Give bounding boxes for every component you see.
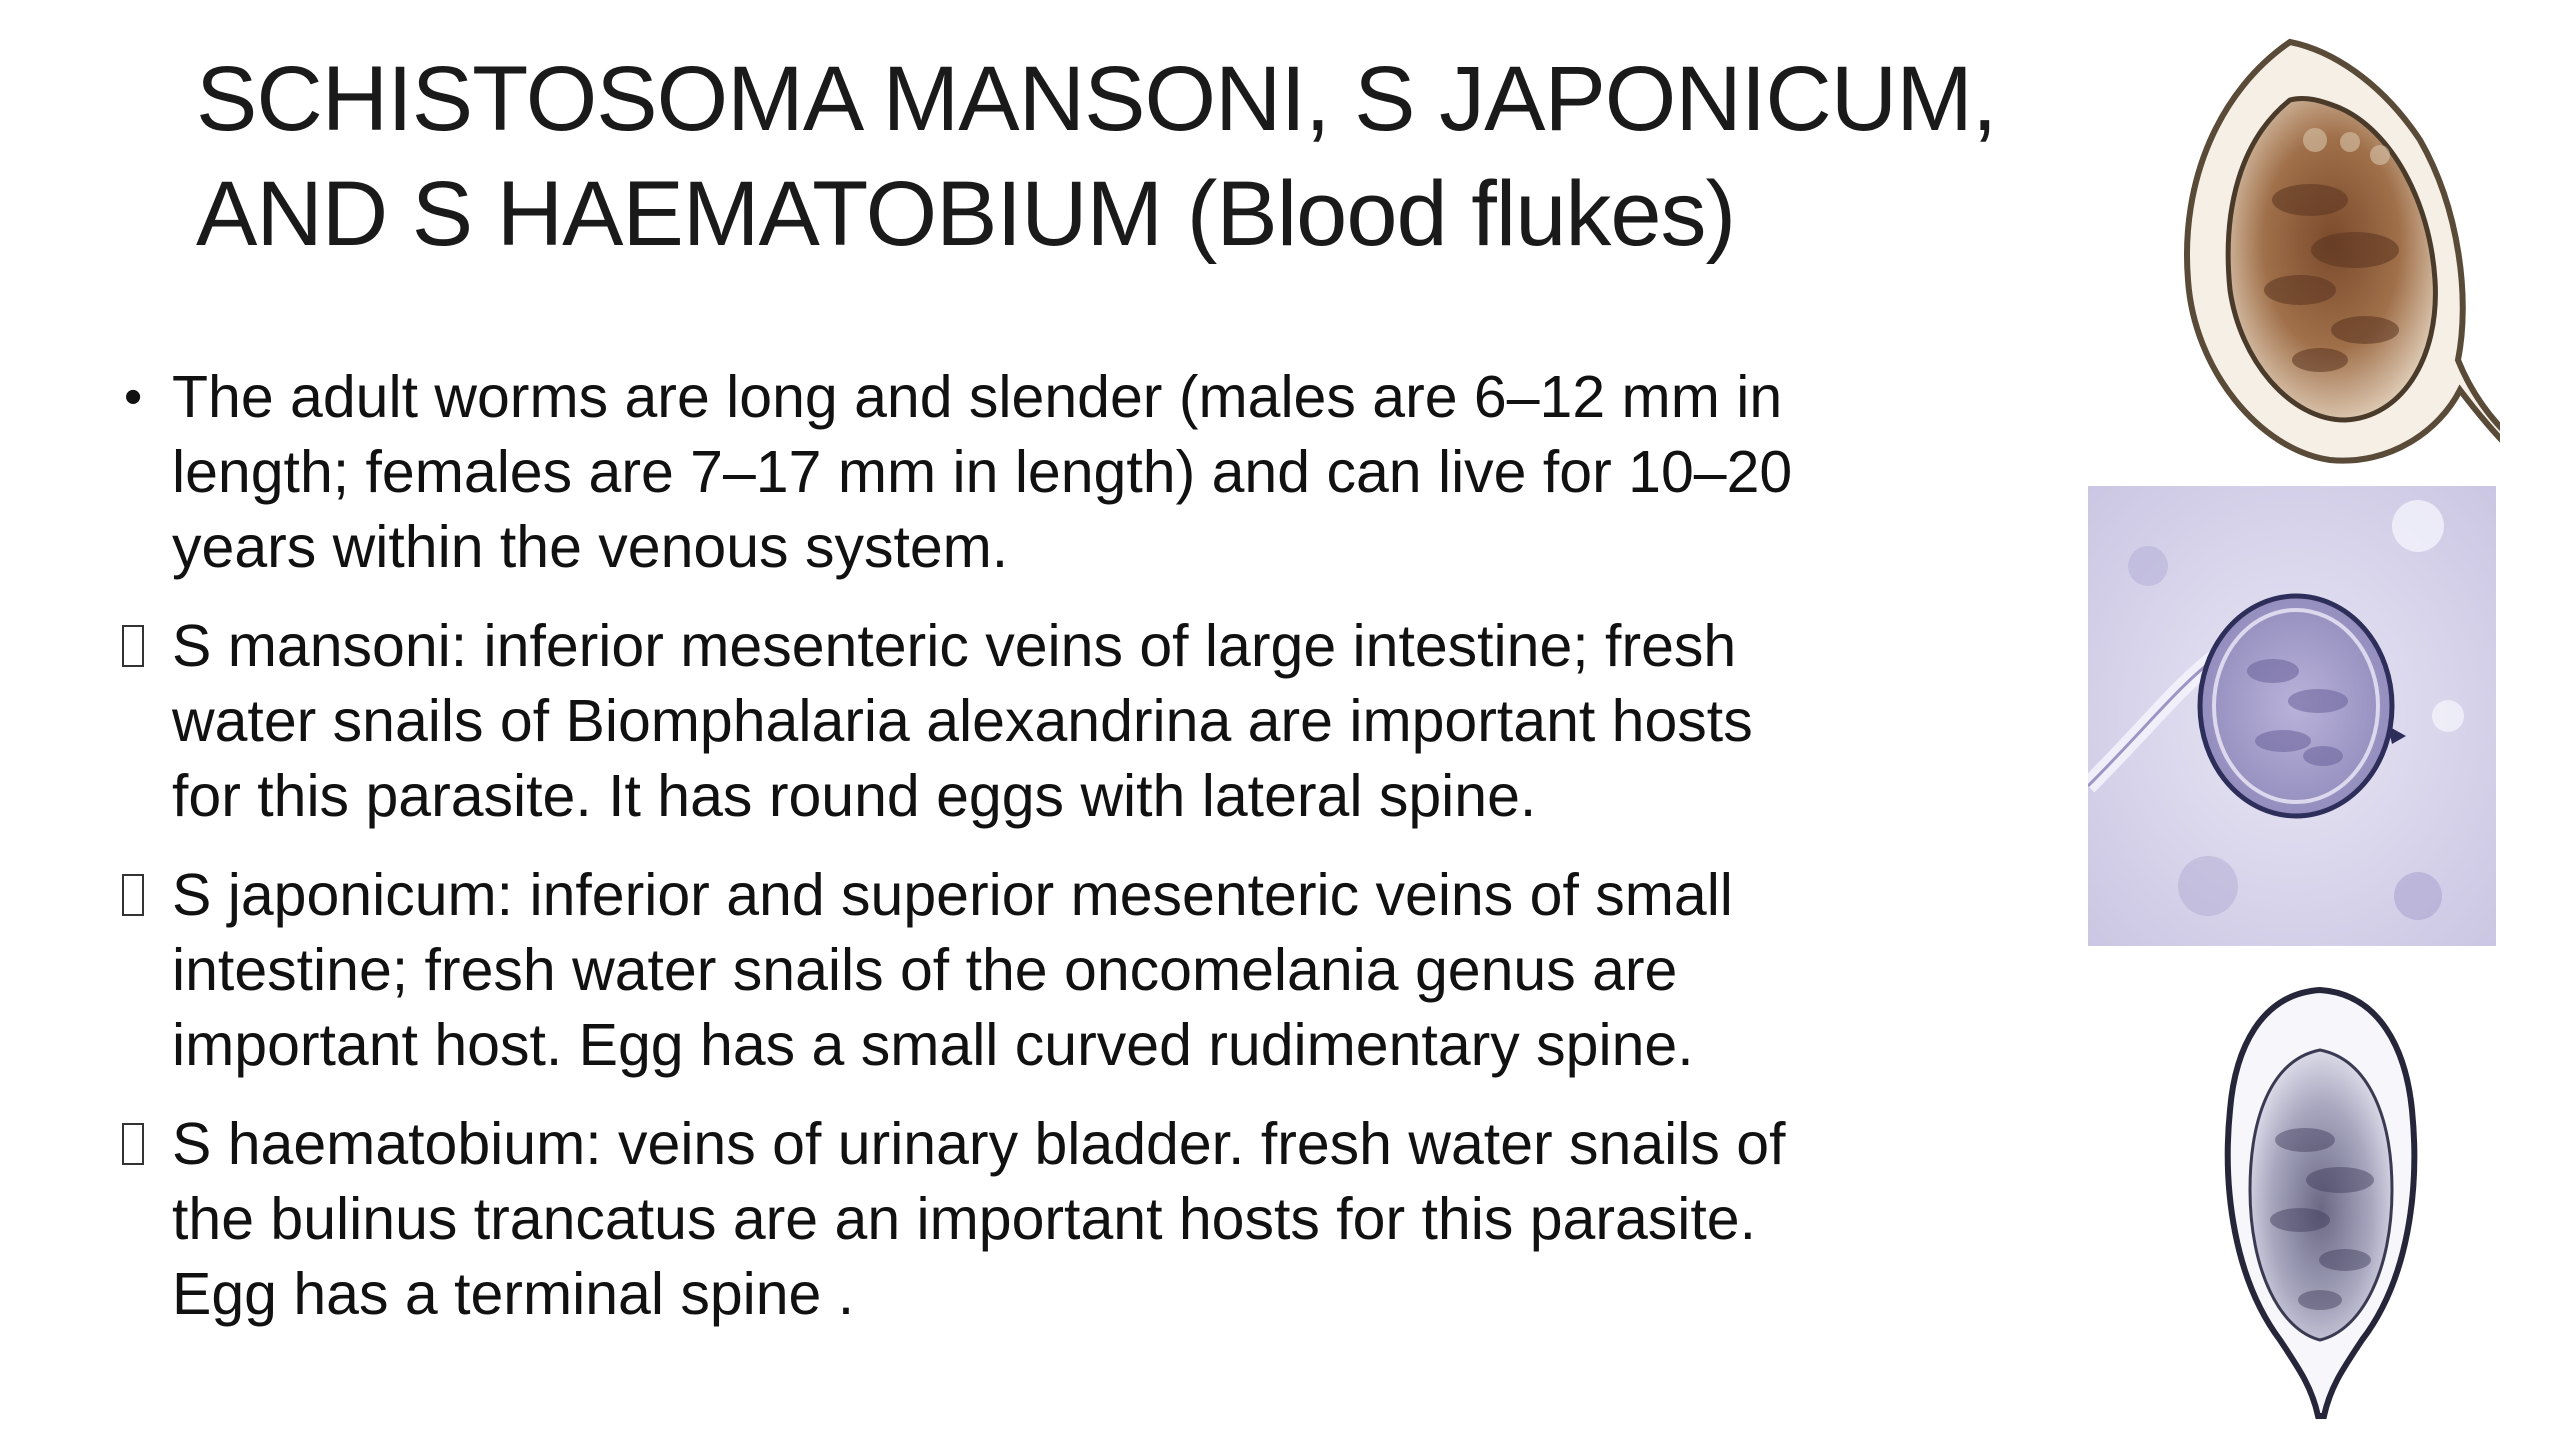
title-line: AND S HAEMATOBIUM (Blood flukes) — [196, 163, 1736, 265]
bullet-s-japonicum — [116, 858, 2016, 1083]
bullet-line: S mansoni: inferior mesenteric veins of large intestine; fresh — [172, 613, 1737, 679]
bullet-line: S haematobium: veins of urinary bladder. fresh water snails of — [172, 1111, 1786, 1177]
bullet-line: The adult worms are long and slender (males are 6–12 mm in — [172, 364, 1783, 430]
bullet-line: for this parasite. It has round eggs with lateral spine. — [172, 763, 1537, 829]
bullet-box-icon — [122, 625, 144, 667]
bullet-line: the bulinus trancatus are an important hosts for this parasite. — [172, 1186, 1757, 1252]
bullet-line: Egg has a terminal spine . — [172, 1261, 855, 1327]
title-line: SCHISTOSOMA MANSONI, S JAPONICUM, — [196, 48, 1997, 150]
bullet-line: S japonicum: inferior and superior mesenteric veins of small — [172, 862, 1733, 928]
bullet-dot-icon: • — [124, 368, 143, 426]
bullet-line: water snails of Biomphalaria alexandrina are important hosts — [172, 688, 1753, 754]
bullet-s-mansoni — [116, 609, 2016, 834]
s-japonicum-egg-image — [2088, 486, 2496, 946]
s-mansoni-egg-image — [2140, 30, 2500, 470]
s-haematobium-egg-image — [2140, 980, 2500, 1420]
bullet-line: length; females are 7–17 mm in length) and can live for 10–20 — [172, 439, 1793, 505]
bullet-box-icon — [122, 1123, 144, 1165]
bullet-line: years within the venous system. — [172, 514, 1009, 580]
bullet-s-haematobium — [116, 1107, 2016, 1332]
bullet-box-icon — [122, 874, 144, 916]
slide-title — [196, 42, 2076, 272]
bullet-line: important host. Egg has a small curved rudimentary spine. — [172, 1012, 1694, 1078]
bullet-adult-worms — [116, 360, 2016, 585]
bullet-line: intestine; fresh water snails of the oncomelania genus are — [172, 937, 1678, 1003]
bullet-list — [116, 360, 2016, 1356]
